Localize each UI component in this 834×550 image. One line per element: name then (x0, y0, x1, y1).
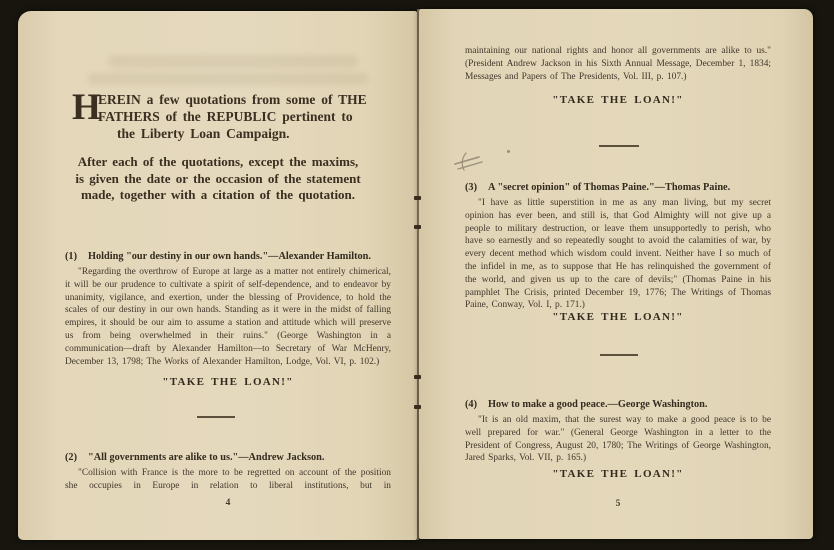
intro-line: FATHERS of the REPUBLIC pertinent to (98, 109, 353, 124)
intro-paragraph (72, 87, 372, 142)
intro-line: After each of the quotations, except the maxims, (77, 154, 359, 169)
book-gutter-fold (417, 9, 419, 540)
section-number: (2) (65, 452, 78, 463)
pencil-dot (507, 150, 510, 153)
section-1-body: "Regarding the overthrow of Europe at large as a matter not entirely chimerical, it will be our prudence to cultivate a spirit of self-dependence, and to endeavor by unanimity, vigilance, and exertion, under the blessing of Providence, to hold the scales of our destiny in our own hands. Standing as it were in the midst of falling empires, it should be our aim to assume a station and attitude which will preserve us from being overwhelmed in their ruins." (George Washington in a communication—draft by Alexander Hamilton—to Secretary of War McHenry, December 13, 1798; The Works of Alexander Hamilton, Lodge, Vol. VI, p. 102.) (65, 267, 391, 367)
section-4-heading (465, 399, 708, 411)
left-page (18, 11, 417, 540)
section-divider-rule (197, 416, 235, 418)
show-through-smudge (108, 55, 358, 68)
pencil-mark-annotation (449, 149, 497, 175)
section-divider-rule (599, 145, 639, 147)
drop-cap: H (72, 87, 102, 128)
binding-stitch (414, 196, 421, 200)
section-title: "All governments are alike to us."—Andrew Jackson. (88, 452, 325, 463)
take-the-loan-slogan: "TAKE THE LOAN!" (552, 94, 684, 106)
section-divider-rule (600, 354, 638, 356)
section-3-body: "I have as little superstition in me as any man living, but my secret opinion has ever been, and still is, that God Almighty will not give up a people to military destruction, or leave them unsupportedly to perish, who have so earnestly and so repeatedly sought to avoid the calamities of war, by every decent method which wisdom could invent. Neither have I so much of the infidel in me, as to suppose that He has relinquished the government of the world, and given us up to the care of devils;" (Thomas Paine in his pamphlet The Crisis, printed December 19, 1776; The Writings of Thomas Paine, Conway, Vol. I, p. 171.) (465, 198, 771, 311)
intro-line: EREIN a few quotations from some of THE (98, 92, 367, 107)
show-through-smudge (88, 73, 368, 85)
intro-line: made, together with a citation of the quotation. (80, 187, 356, 202)
section-title: Holding "our destiny in our own hands."—Alexander Hamilton. (88, 251, 371, 262)
section-1-heading (65, 251, 371, 263)
right-page (419, 9, 813, 539)
take-the-loan-slogan: "TAKE THE LOAN!" (552, 311, 684, 323)
intro-paragraph-2 (58, 154, 378, 204)
section-4-body: "It is an old maxim, that the surest way to make a good peace is to be well prepared for war." (General George Washington in a letter to the President of Congress, August 20, 1780; The Writings of George Washington, Jared Sparks, Vol. VII, p. 165.) (465, 415, 771, 464)
section-number: (4) (465, 399, 478, 410)
binding-stitch (414, 225, 421, 229)
section-2-body: "Collision with France is the more to be regretted on account of the position she occupies in Europe in relation to liberal institutions, but in (65, 468, 391, 491)
section-number: (3) (465, 182, 478, 193)
section-2-heading (65, 452, 324, 464)
intro-line: is given the date or the occasion of the statement (75, 170, 361, 186)
binding-stitch (414, 375, 421, 379)
section-3-heading (465, 182, 730, 194)
intro-line: the Liberty Loan Campaign. (117, 126, 290, 141)
page-number-right: 5 (615, 499, 621, 509)
section-title: A "secret opinion" of Thomas Paine."—Thomas Paine. (488, 182, 731, 193)
continuation-paragraph: maintaining our national rights and honor all governments are alike to us." (President Andrew Jackson in his Sixth Annual Message, December 1, 1834; Messages and Papers of The Presidents, Vol. III, p. 107.) (465, 46, 771, 82)
section-number: (1) (65, 251, 78, 262)
binding-stitch (414, 405, 421, 409)
take-the-loan-slogan: "TAKE THE LOAN!" (552, 468, 684, 480)
take-the-loan-slogan: "TAKE THE LOAN!" (162, 376, 294, 388)
page-number-left: 4 (225, 498, 231, 508)
section-title: How to make a good peace.—George Washington. (488, 399, 708, 410)
